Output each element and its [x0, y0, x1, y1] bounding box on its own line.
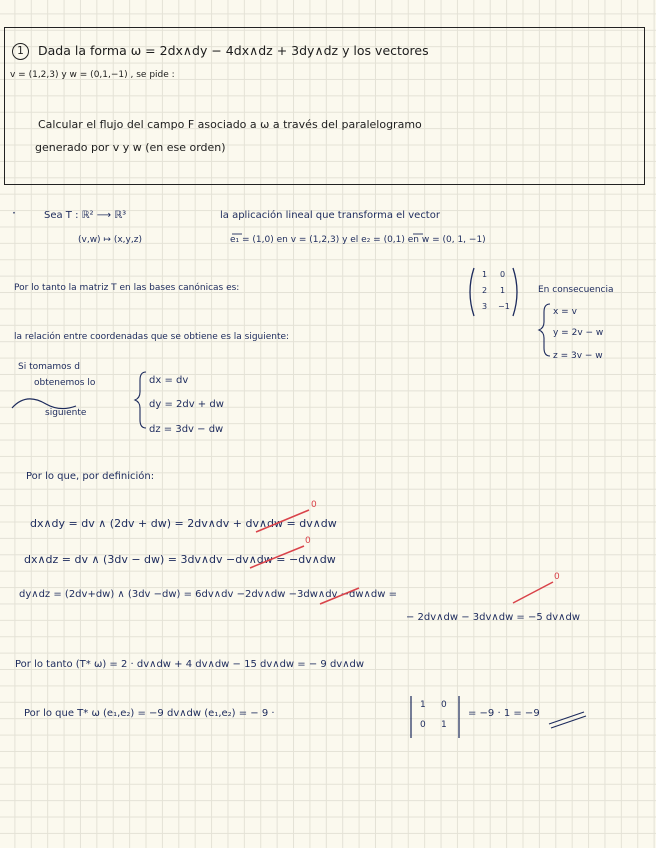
- wedge-dydz-continued: − 2dv∧dw − 3dv∧dw = −5 dv∧dw: [406, 612, 581, 623]
- problem-statement-line2: v = (1,2,3) y w = (0,1,−1) , se pide :: [10, 70, 175, 80]
- zero-mark: 0: [305, 536, 311, 546]
- diff-note-line2: obtenemos lo: [34, 378, 96, 388]
- problem-number: 1: [12, 43, 29, 60]
- zero-mark: 0: [311, 500, 317, 510]
- differential-dy: dy = 2dv + dw: [149, 399, 224, 410]
- relation-intro: la relación entre coordenadas que se obtiene es la siguiente:: [14, 332, 290, 342]
- relation-x: x = v: [553, 307, 577, 317]
- matrix-paren-left: [470, 268, 474, 316]
- strike-line: [320, 588, 359, 604]
- wedge-dxdy: dx∧dy = dv ∧ (2dv + dw) = 2dv∧dv + dv∧dw = dv∧dw: [30, 517, 337, 530]
- diff-note-line3: siguiente: [45, 408, 87, 418]
- relations-brace: [539, 304, 550, 356]
- matrix-cell: 0: [500, 270, 506, 279]
- task-line1: Calcular el flujo del campo F asociado a ω a través del paralelogramo: [38, 118, 422, 131]
- differentials-brace: [135, 372, 146, 428]
- matrix-cell: 3: [482, 302, 488, 311]
- note-arrow: [12, 399, 76, 409]
- differential-dz: dz = 3dv − dw: [149, 424, 224, 435]
- map-variables: (v,w) ↦ (x,y,z): [78, 235, 142, 245]
- det-cell: 0: [420, 720, 426, 730]
- final-evaluation: Por lo que T* ω (e₁,e₂) = −9 dv∧dw (e₁,e₂) = − 9 ·: [24, 708, 275, 719]
- det-cell: 1: [441, 720, 447, 730]
- matrix-cell: −1: [498, 302, 510, 311]
- bullet: ·: [12, 205, 16, 220]
- wedge-dydz: dy∧dz = (2dv+dw) ∧ (3dv −dw) = 6dv∧dv −2dv∧dw −3dw∧dv −dw∧dw =: [19, 589, 397, 600]
- strike-line: [256, 510, 309, 532]
- problem-statement-line1: Dada la forma ω = 2dx∧dy − 4dx∧dz + 3dy∧dz y los vectores: [38, 43, 429, 58]
- basis-images: e₁ = (1,0) en v = (1,2,3) y el e₂ = (0,1) en w = (0, 1, −1): [230, 235, 486, 245]
- determinant: [411, 696, 459, 738]
- final-result: = −9 · 1 = −9: [468, 708, 540, 719]
- matrix-cell: 1: [500, 286, 506, 295]
- det-cell: 1: [420, 700, 426, 710]
- matrix-intro: Por lo tanto la matriz T en las bases canónicas es:: [14, 283, 240, 293]
- diff-note-line1: Si tomamos d: [18, 362, 80, 372]
- matrix-cell: 2: [482, 286, 488, 295]
- differential-dx: dx = dv: [149, 375, 189, 386]
- task-line2: generado por v y w (en ese orden): [35, 141, 226, 154]
- wedge-dxdz: dx∧dz = dv ∧ (3dv − dw) = 3dv∧dv −dv∧dw = −dv∧dw: [24, 553, 336, 566]
- relation-y: y = 2v − w: [553, 328, 604, 338]
- det-cell: 0: [441, 700, 447, 710]
- strike-line: [513, 582, 553, 603]
- strike-line: [250, 546, 304, 568]
- consequence-label: En consecuencia: [538, 285, 614, 295]
- map-description: la aplicación lineal que transforma el vector: [220, 210, 440, 221]
- pullback-line: Por lo tanto (T* ω) = 2 · dv∧dw + 4 dv∧dw − 15 dv∧dw = − 9 dv∧dw: [15, 659, 365, 670]
- zero-mark: 0: [554, 572, 560, 582]
- relation-z: z = 3v − w: [553, 351, 603, 361]
- matrix-paren-right: [513, 268, 517, 316]
- definition-intro: Por lo que, por definición:: [26, 471, 155, 482]
- map-definition: Sea T : ℝ² ⟶ ℝ³: [44, 210, 127, 221]
- matrix-cell: 1: [482, 270, 488, 279]
